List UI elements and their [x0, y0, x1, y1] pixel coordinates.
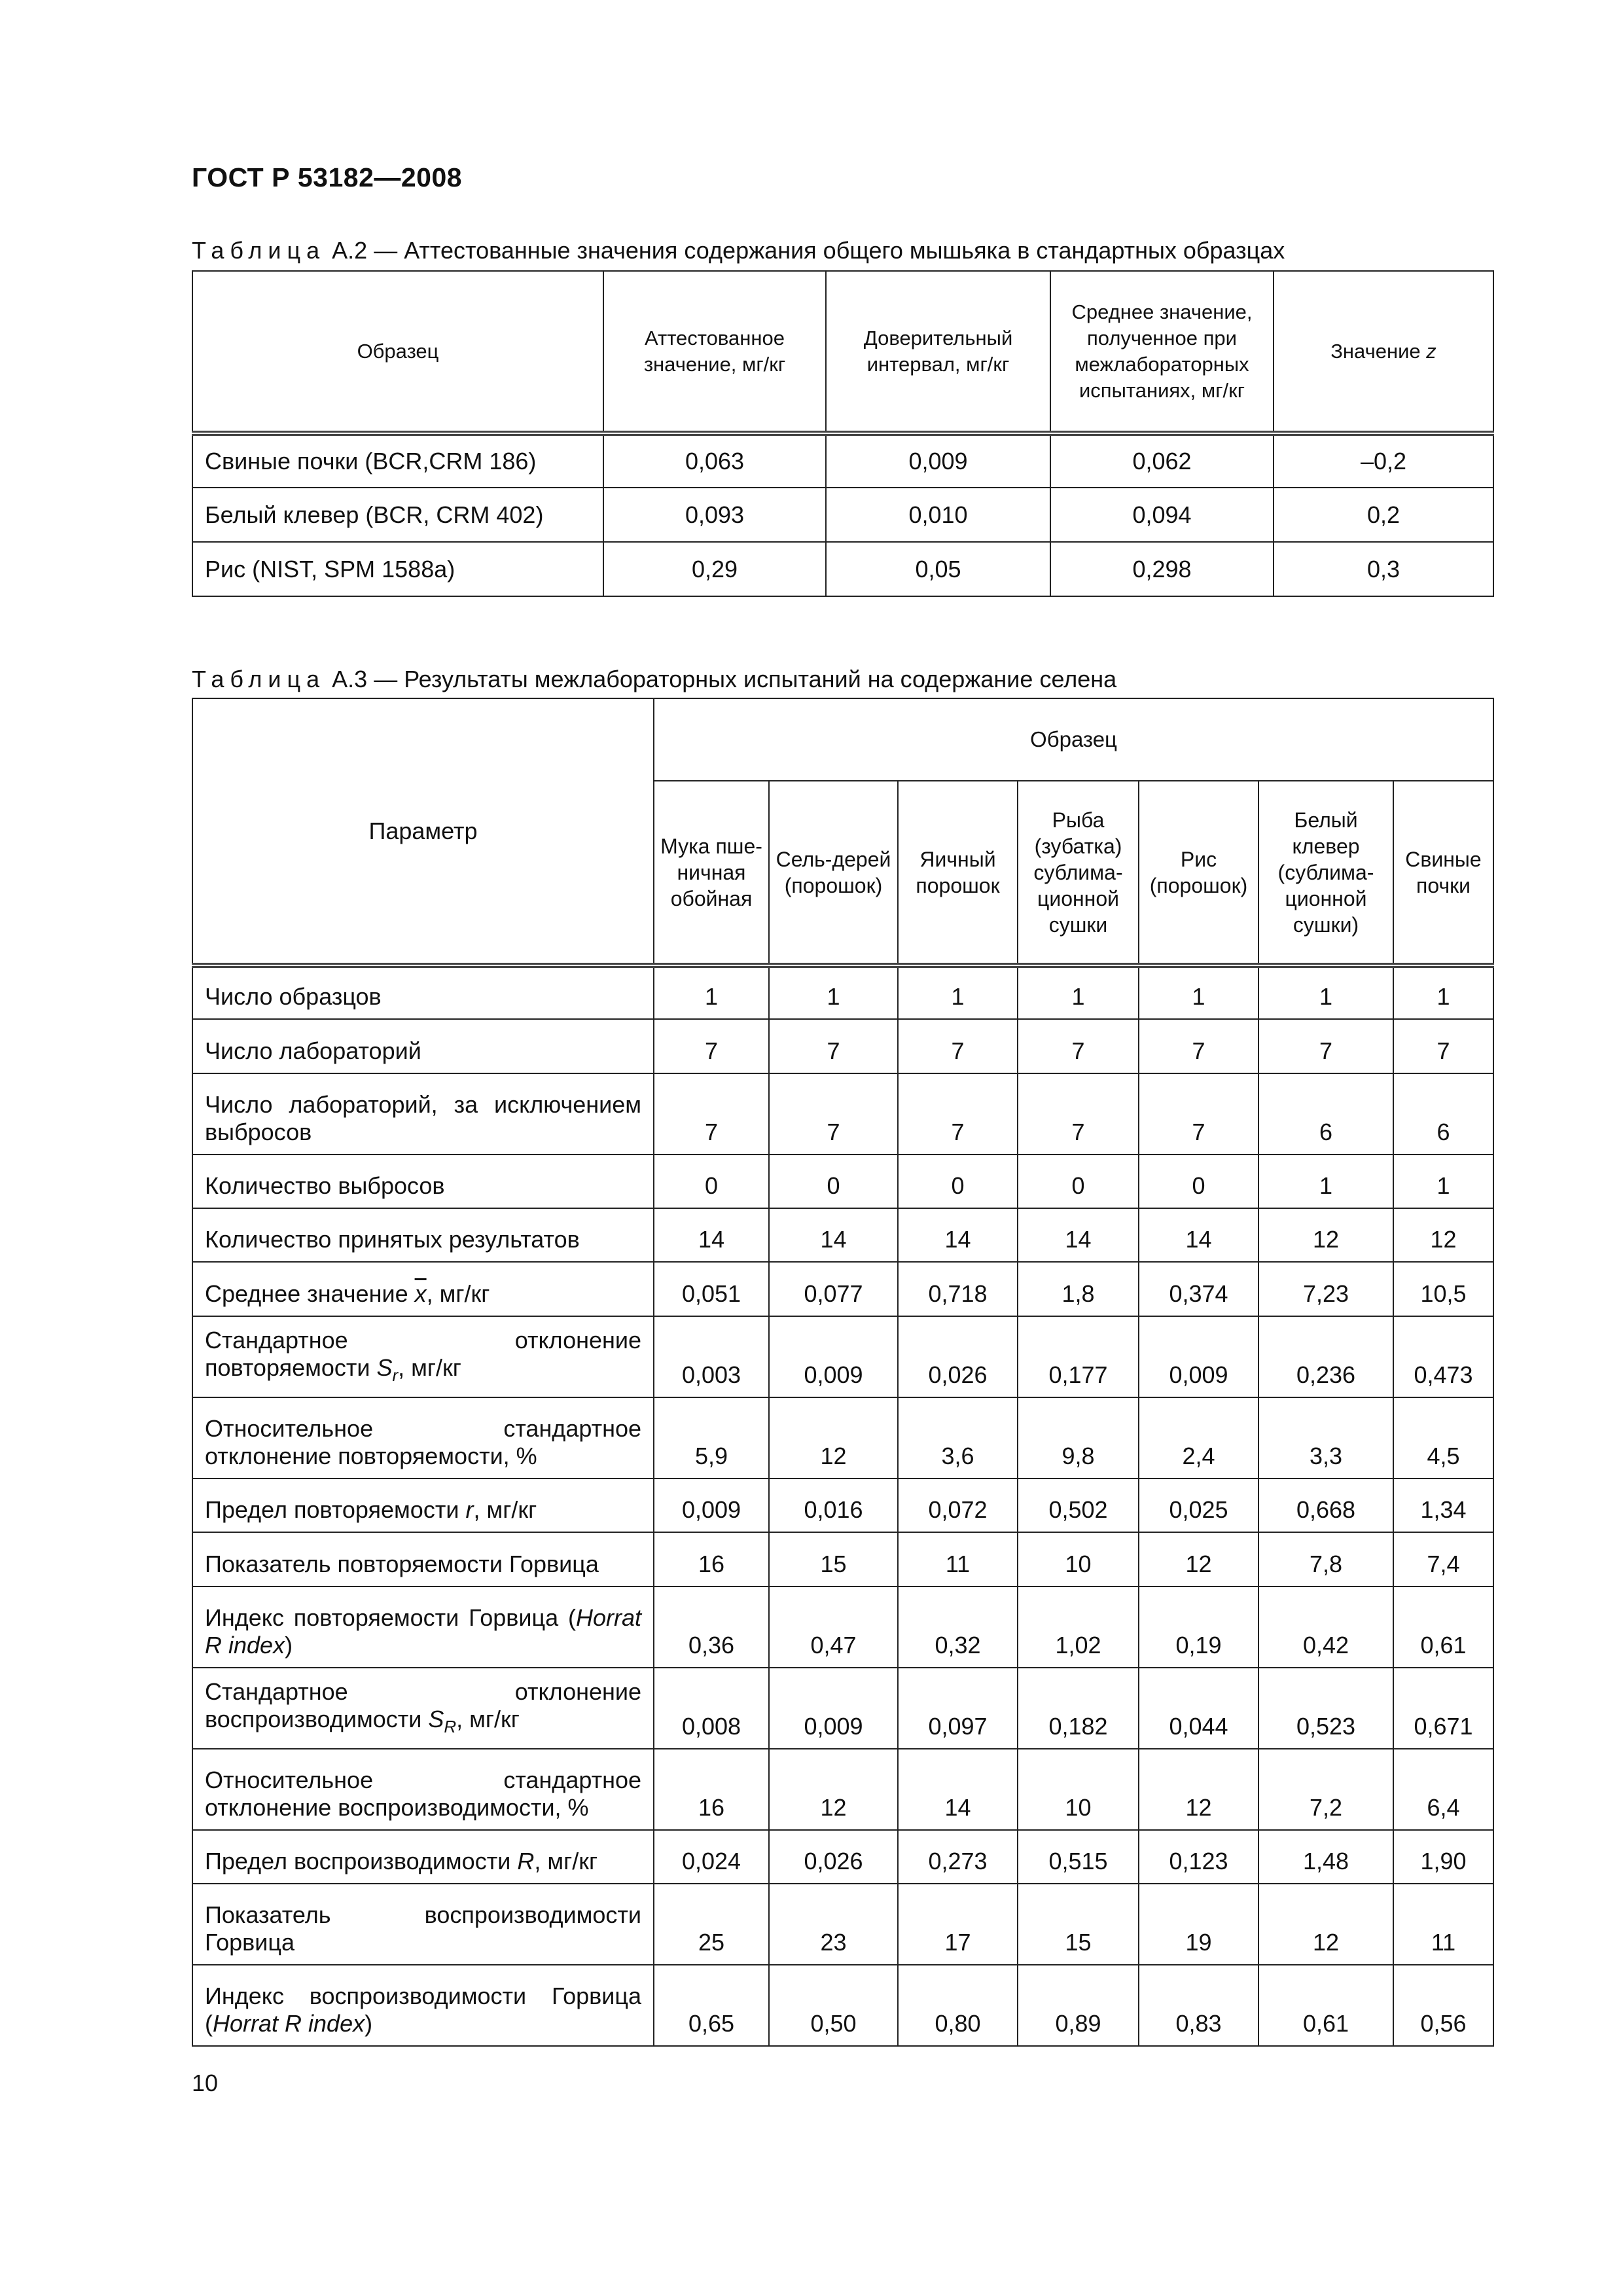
data-cell: 0,236: [1258, 1316, 1393, 1397]
data-cell: 7: [654, 1019, 769, 1073]
caption-prefix: Таблица: [192, 666, 326, 692]
data-cell: 14: [769, 1208, 898, 1262]
data-cell: 0,097: [898, 1668, 1018, 1749]
row-parameter-label: [192, 1830, 654, 1884]
label-subscript: R: [444, 1717, 457, 1736]
data-cell: 0,523: [1258, 1668, 1393, 1749]
cell-mean: 0,062: [1050, 433, 1274, 488]
table-a3-caption: [192, 666, 1116, 693]
data-cell: 0,668: [1258, 1479, 1393, 1532]
data-cell: 10: [1018, 1749, 1139, 1830]
table-row: [192, 1668, 1493, 1749]
caption-prefix: Таблица: [192, 237, 326, 264]
data-cell: 0,008: [654, 1668, 769, 1749]
data-cell: 14: [898, 1749, 1018, 1830]
data-cell: 7,2: [1258, 1749, 1393, 1830]
data-cell: 12: [1393, 1208, 1493, 1262]
label-variable: r: [465, 1496, 474, 1523]
data-cell: 0: [769, 1155, 898, 1208]
caption-text: А.2 — Аттестованные значения содержания общего мышьяка в стандартных образцах: [325, 237, 1285, 264]
data-cell: 7: [769, 1073, 898, 1155]
data-cell: 0,473: [1393, 1316, 1493, 1397]
data-cell: 15: [769, 1532, 898, 1587]
row-parameter-label: Число лабораторий: [192, 1019, 654, 1073]
data-cell: 25: [654, 1884, 769, 1965]
caption-text: А.3 — Результаты межлабораторных испытаний на содержание селена: [325, 666, 1117, 692]
data-cell: 0,80: [898, 1965, 1018, 2046]
header-sample-group: Образец: [654, 698, 1493, 781]
data-cell: 23: [769, 1884, 898, 1965]
label-variable: S: [376, 1354, 393, 1381]
row-parameter-label: [192, 1587, 654, 1668]
table-row: [192, 1073, 1493, 1155]
data-cell: 12: [1258, 1884, 1393, 1965]
data-cell: 7: [654, 1073, 769, 1155]
data-cell: 0,123: [1139, 1830, 1258, 1884]
data-cell: 7: [1018, 1019, 1139, 1073]
data-cell: 0,024: [654, 1830, 769, 1884]
row-parameter-label: Показатель воспроизводимости Горвица: [192, 1884, 654, 1965]
data-cell: 10,5: [1393, 1262, 1493, 1316]
label-variable: S: [428, 1705, 444, 1732]
document-header: ГОСТ Р 53182—2008: [192, 162, 463, 192]
data-cell: 0,32: [898, 1587, 1018, 1668]
data-cell: 0,671: [1393, 1668, 1493, 1749]
table-a2: [192, 270, 1494, 597]
data-cell: 0,718: [898, 1262, 1018, 1316]
data-cell: 1: [1393, 965, 1493, 1019]
label-subscript: r: [392, 1365, 399, 1385]
data-cell: 7: [1258, 1019, 1393, 1073]
table-a3: [192, 698, 1494, 2047]
data-cell: 16: [654, 1532, 769, 1587]
data-cell: 0: [1018, 1155, 1139, 1208]
row-parameter-label: [192, 1965, 654, 2046]
cell-interval: 0,010: [826, 488, 1050, 542]
data-cell: 0,177: [1018, 1316, 1139, 1397]
row-parameter-label: Количество принятых результатов: [192, 1208, 654, 1262]
data-cell: 11: [1393, 1884, 1493, 1965]
table-row: [192, 1884, 1493, 1965]
data-cell: 0,273: [898, 1830, 1018, 1884]
column-header: Белый клевер (сублима-ционной сушки): [1258, 781, 1393, 965]
table-row: [192, 1397, 1493, 1479]
data-cell: 0: [1139, 1155, 1258, 1208]
table-row: [192, 488, 1493, 542]
row-parameter-label: Число образцов: [192, 965, 654, 1019]
row-parameter-label: [192, 1316, 654, 1397]
table-row: [192, 433, 1493, 488]
page-number: 10: [192, 2070, 219, 2096]
label-text: ): [365, 2010, 373, 2037]
row-sample-label: Свиные почки (BCR,CRM 186): [192, 433, 603, 488]
data-cell: 12: [769, 1397, 898, 1479]
data-cell: 0,026: [898, 1316, 1018, 1397]
table-row: [192, 1749, 1493, 1830]
row-parameter-label: Количество выбросов: [192, 1155, 654, 1208]
data-cell: 0,61: [1258, 1965, 1393, 2046]
data-cell: 12: [769, 1749, 898, 1830]
data-cell: 1,34: [1393, 1479, 1493, 1532]
label-text: Предел воспроизводимости: [205, 1848, 518, 1874]
data-cell: 7: [769, 1019, 898, 1073]
data-cell: 0,026: [769, 1830, 898, 1884]
data-cell: 6,4: [1393, 1749, 1493, 1830]
data-cell: 0,009: [654, 1479, 769, 1532]
row-sample-label: Рис (NIST, SPM 1588a): [192, 542, 603, 596]
data-cell: 1: [769, 965, 898, 1019]
data-cell: 1: [1139, 965, 1258, 1019]
cell-certified: 0,063: [603, 433, 826, 488]
data-cell: 0,003: [654, 1316, 769, 1397]
data-cell: 7: [898, 1073, 1018, 1155]
column-header: Яичный порошок: [898, 781, 1018, 965]
data-cell: 0: [898, 1155, 1018, 1208]
data-cell: 0,19: [1139, 1587, 1258, 1668]
column-header: Рыба (зубатка) сублима-ционной сушки: [1018, 781, 1139, 965]
row-parameter-label: Показатель повторяемости Горвица: [192, 1532, 654, 1587]
data-cell: 0,025: [1139, 1479, 1258, 1532]
label-variable: R: [517, 1848, 535, 1874]
data-cell: 0,56: [1393, 1965, 1493, 2046]
header-sample: Образец: [192, 271, 603, 433]
table-row: [192, 1316, 1493, 1397]
data-cell: 19: [1139, 1884, 1258, 1965]
data-cell: 3,6: [898, 1397, 1018, 1479]
column-header: Сель-дерей (порошок): [769, 781, 898, 965]
header-interval: Доверительный интервал, мг/кг: [826, 271, 1050, 433]
row-parameter-label: [192, 1479, 654, 1532]
cell-mean: 0,298: [1050, 542, 1274, 596]
label-variable: Horrat R index: [213, 2010, 365, 2037]
row-parameter-label: Число лабораторий, за исключением выбросов: [192, 1073, 654, 1155]
data-cell: 3,3: [1258, 1397, 1393, 1479]
column-header: Мука пше-ничная обойная: [654, 781, 769, 965]
data-cell: 17: [898, 1884, 1018, 1965]
data-cell: 6: [1393, 1073, 1493, 1155]
label-text: Индекс воспроизводимости Горвица (: [205, 1982, 641, 2037]
data-cell: 7,8: [1258, 1532, 1393, 1587]
label-variable: Horrat R index: [205, 1604, 641, 1659]
data-cell: 0,36: [654, 1587, 769, 1668]
data-cell: 1,02: [1018, 1587, 1139, 1668]
table-row: [192, 1155, 1493, 1208]
data-cell: 2,4: [1139, 1397, 1258, 1479]
data-cell: 10: [1018, 1532, 1139, 1587]
cell-certified: 0,093: [603, 488, 826, 542]
table-row: [192, 1019, 1493, 1073]
data-cell: 7: [1139, 1073, 1258, 1155]
header-certified: Аттестованное значение, мг/кг: [603, 271, 826, 433]
data-cell: 7: [1139, 1019, 1258, 1073]
data-cell: 1: [1258, 1155, 1393, 1208]
label-text: , мг/кг: [426, 1280, 490, 1307]
label-text: , мг/кг: [473, 1496, 537, 1523]
cell-interval: 0,009: [826, 433, 1050, 488]
data-cell: 14: [1018, 1208, 1139, 1262]
label-text: , мг/кг: [456, 1705, 520, 1732]
label-text: , мг/кг: [534, 1848, 598, 1874]
cell-z: 0,2: [1274, 488, 1493, 542]
table-a2-caption: [192, 237, 1285, 264]
data-cell: 0,374: [1139, 1262, 1258, 1316]
label-text: Предел повторяемости: [205, 1496, 466, 1523]
data-cell: 0,009: [1139, 1316, 1258, 1397]
data-cell: 1: [898, 965, 1018, 1019]
data-cell: 16: [654, 1749, 769, 1830]
data-cell: 7,23: [1258, 1262, 1393, 1316]
header-mean: Среднее значение, полученное при межлабораторных испытаниях, мг/кг: [1050, 271, 1274, 433]
data-cell: 0,077: [769, 1262, 898, 1316]
row-sample-label: Белый клевер (BCR, CRM 402): [192, 488, 603, 542]
label-text: Стандартное отклонение воспроизводимости: [205, 1677, 641, 1732]
label-text: Индекс повторяемости Горвица (: [205, 1604, 576, 1631]
data-cell: 0,072: [898, 1479, 1018, 1532]
data-cell: 7: [898, 1019, 1018, 1073]
data-cell: 14: [1139, 1208, 1258, 1262]
data-cell: 0,65: [654, 1965, 769, 2046]
cell-z: 0,3: [1274, 542, 1493, 596]
data-cell: 1,90: [1393, 1830, 1493, 1884]
data-cell: 0,182: [1018, 1668, 1139, 1749]
cell-interval: 0,05: [826, 542, 1050, 596]
data-cell: 0,50: [769, 1965, 898, 2046]
data-cell: 1: [1018, 965, 1139, 1019]
data-cell: 0,009: [769, 1316, 898, 1397]
row-parameter-label: Относительное стандартное отклонение воспроизводимости, %: [192, 1749, 654, 1830]
data-cell: 0,016: [769, 1479, 898, 1532]
data-cell: 9,8: [1018, 1397, 1139, 1479]
data-cell: 14: [654, 1208, 769, 1262]
data-cell: 0,515: [1018, 1830, 1139, 1884]
data-cell: 0,009: [769, 1668, 898, 1749]
data-cell: 0,502: [1018, 1479, 1139, 1532]
cell-z: –0,2: [1274, 433, 1493, 488]
table-row: [192, 1479, 1493, 1532]
data-cell: 15: [1018, 1884, 1139, 1965]
label-text: , мг/кг: [398, 1354, 461, 1381]
row-parameter-label: Относительное стандартное отклонение повторяемости, %: [192, 1397, 654, 1479]
header-parameter: Параметр: [192, 698, 654, 965]
label-text: Среднее значение: [205, 1280, 415, 1307]
table-row: [192, 1262, 1493, 1316]
data-cell: 6: [1258, 1073, 1393, 1155]
header-z: Значение z: [1274, 271, 1493, 433]
data-cell: 0,61: [1393, 1587, 1493, 1668]
data-cell: 0,051: [654, 1262, 769, 1316]
data-cell: 0: [654, 1155, 769, 1208]
table-row: [192, 1208, 1493, 1262]
cell-mean: 0,094: [1050, 488, 1274, 542]
label-text: Стандартное отклонение повторяемости: [205, 1326, 641, 1381]
data-cell: 14: [898, 1208, 1018, 1262]
data-cell: 1: [654, 965, 769, 1019]
data-cell: 0,89: [1018, 1965, 1139, 2046]
table-row: [192, 1965, 1493, 2046]
table-row: [192, 1587, 1493, 1668]
data-cell: 11: [898, 1532, 1018, 1587]
row-parameter-label: [192, 1262, 654, 1316]
data-cell: 0,83: [1139, 1965, 1258, 2046]
data-cell: 7,4: [1393, 1532, 1493, 1587]
row-parameter-label: [192, 1668, 654, 1749]
data-cell: 1: [1393, 1155, 1493, 1208]
label-text: ): [285, 1632, 293, 1659]
table-row: [192, 542, 1493, 596]
data-cell: 0,47: [769, 1587, 898, 1668]
data-cell: 12: [1258, 1208, 1393, 1262]
data-cell: 12: [1139, 1749, 1258, 1830]
table-row: [192, 965, 1493, 1019]
data-cell: 1,8: [1018, 1262, 1139, 1316]
data-cell: 1,48: [1258, 1830, 1393, 1884]
data-cell: 0,42: [1258, 1587, 1393, 1668]
column-header: Рис (порошок): [1139, 781, 1258, 965]
data-cell: 7: [1393, 1019, 1493, 1073]
column-header: Свиные почки: [1393, 781, 1493, 965]
table-row: [192, 1830, 1493, 1884]
cell-certified: 0,29: [603, 542, 826, 596]
data-cell: 5,9: [654, 1397, 769, 1479]
label-variable: $\overline{x}$: [414, 1280, 427, 1307]
table-row: [192, 1532, 1493, 1587]
data-cell: 0,044: [1139, 1668, 1258, 1749]
data-cell: 1: [1258, 965, 1393, 1019]
data-cell: 12: [1139, 1532, 1258, 1587]
data-cell: 4,5: [1393, 1397, 1493, 1479]
data-cell: 7: [1018, 1073, 1139, 1155]
